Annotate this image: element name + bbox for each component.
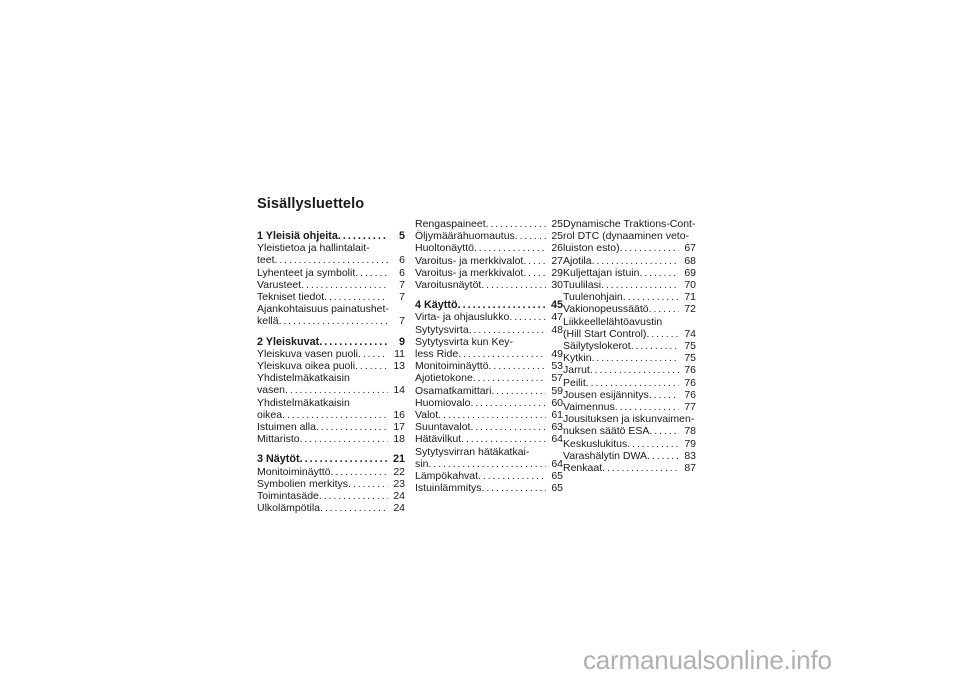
toc-page-number: 65: [551, 482, 563, 495]
toc-chapter-heading[interactable]: [257, 230, 405, 242]
toc-entry-row: [257, 336, 405, 348]
toc-entry[interactable]: [415, 385, 563, 397]
toc-entry-row: [563, 291, 696, 303]
dot-leader: [428, 458, 546, 470]
dot-leader: [627, 438, 679, 450]
toc-page-number: 63: [551, 421, 563, 434]
toc-entry-title: Osamatkamittari: [415, 384, 492, 397]
toc-entry-row: [563, 425, 696, 437]
toc-entry-title: Varoitus- ja merkkivalot: [415, 254, 524, 267]
toc-entry-title: Ajotietokone: [415, 372, 473, 385]
toc-page-number: 45: [550, 299, 563, 312]
toc-entry-title: Symbolien merkitys: [257, 477, 349, 490]
toc-entry-title: Rengaspaineet: [415, 218, 486, 230]
toc-chapter-heading[interactable]: [257, 453, 405, 465]
toc-entry-title: Suuntavalot: [415, 421, 471, 434]
toc-entry-row: [257, 279, 405, 291]
toc-chapter-heading[interactable]: [415, 299, 563, 311]
toc-entry[interactable]: [257, 360, 405, 372]
dot-leader: [470, 397, 546, 409]
toc-entry-title: luiston esto): [563, 242, 620, 255]
toc-entry[interactable]: [563, 316, 696, 340]
toc-entry[interactable]: [415, 336, 563, 360]
toc-page-number: 79: [684, 437, 696, 450]
toc-entry-row: [257, 409, 405, 421]
toc-entry-row: [257, 348, 405, 360]
dot-leader: [275, 254, 388, 266]
dot-leader: [639, 267, 679, 279]
toc-column-3: [563, 218, 696, 474]
toc-entry-text-line: Ajankohtaisuus painatushet-: [257, 303, 389, 316]
toc-entry-row: [415, 372, 563, 384]
dot-leader: [478, 470, 546, 482]
toc-entry[interactable]: [415, 360, 563, 372]
toc-entry-row: [415, 267, 563, 279]
toc-entry-title: Öljymäärähuomautus: [415, 230, 515, 243]
dot-leader: [489, 360, 546, 372]
toc-page-number: 76: [684, 388, 696, 401]
dot-leader: [615, 401, 679, 413]
toc-page-number: 17: [393, 421, 405, 434]
dot-leader: [348, 478, 388, 490]
toc-entry[interactable]: [415, 433, 563, 445]
toc-entry-title: 3 Näytöt: [257, 453, 300, 466]
toc-entry-title: Vakionopeussäätö: [563, 303, 649, 316]
toc-entry-row: [563, 242, 696, 254]
toc-entry[interactable]: [257, 433, 405, 445]
toc-entry-row: [563, 328, 696, 340]
toc-entry-row: [563, 352, 696, 364]
toc-entry-row: [257, 433, 405, 445]
toc-page-number: 25: [551, 218, 563, 230]
toc-entry[interactable]: [415, 311, 563, 323]
toc-entry-row: [257, 502, 405, 514]
toc-page-number: 23: [393, 477, 405, 490]
toc-entry[interactable]: [257, 279, 405, 291]
watermark: carmanualsonline.info: [583, 645, 832, 675]
toc-entry-row: [563, 450, 696, 462]
toc-page-number: 61: [551, 409, 563, 422]
toc-page-number: 69: [684, 266, 696, 279]
toc-entry[interactable]: [257, 242, 405, 266]
toc-entry-title: (Hill Start Control): [563, 327, 647, 340]
toc-entry-row: [257, 453, 405, 465]
toc-entry-row: [257, 291, 405, 303]
toc-entry[interactable]: [257, 267, 405, 279]
toc-entry[interactable]: [415, 482, 563, 494]
toc-page-number: 76: [684, 364, 696, 377]
toc-entry[interactable]: [257, 291, 405, 303]
toc-entry-title: Varusteet: [257, 278, 302, 291]
toc-entry-title: sin: [415, 457, 429, 470]
dot-leader: [331, 466, 388, 478]
dot-leader: [602, 462, 679, 474]
toc-entry-title: vasen: [257, 384, 286, 397]
toc-page-number: 30: [551, 279, 563, 292]
toc-entry-row: [257, 230, 405, 242]
dot-leader: [649, 425, 679, 437]
dot-leader: [592, 255, 679, 267]
toc-entry[interactable]: [563, 377, 696, 389]
toc-entry-title: Peilit: [563, 376, 586, 389]
toc-entry[interactable]: [563, 413, 696, 437]
toc-page-number: 7: [399, 291, 405, 304]
toc-entry-title: Toimintasäde: [257, 490, 319, 503]
toc-entry[interactable]: [257, 348, 405, 360]
toc-page-number: 5: [398, 230, 405, 242]
toc-entry-row: [415, 279, 563, 291]
toc-entry-title: 4 Käyttö: [415, 299, 458, 312]
toc-entry[interactable]: [563, 389, 696, 401]
dot-leader: [649, 303, 679, 315]
toc-entry-title: Hätävilkut: [415, 433, 462, 446]
toc-entry-title: Ulkolämpötila: [257, 502, 321, 515]
toc-entry-row: [415, 470, 563, 482]
toc-entry[interactable]: [563, 340, 696, 352]
dot-leader: [646, 328, 679, 340]
toc-entry-row: [415, 348, 563, 360]
toc-entry-text-line: Liikkeellelähtöavustin: [563, 315, 663, 328]
toc-page-number: 25: [551, 230, 563, 243]
toc-entry-title: Kytkin: [563, 352, 592, 365]
toc-entry[interactable]: [257, 397, 405, 421]
toc-entry-title: Monitoiminäyttö: [415, 360, 489, 373]
toc-entry[interactable]: [563, 401, 696, 413]
toc-entry-title: Varoitus- ja merkkivalot: [415, 266, 524, 279]
toc-page-number: 21: [392, 453, 405, 466]
dot-leader: [438, 409, 546, 421]
toc-page-number: 47: [551, 311, 563, 324]
dot-leader: [319, 336, 388, 348]
toc-entry-text-line: Yleistietoa ja hallintalait-: [257, 242, 370, 255]
toc-page-number: 53: [551, 360, 563, 373]
toc-entry-row: [257, 360, 405, 372]
toc-entry-row: [563, 279, 696, 291]
toc-page-number: 83: [684, 449, 696, 462]
toc-entry-title: Istuimen alla: [257, 421, 316, 434]
toc-page-number: 64: [551, 457, 563, 470]
toc-entry-row: [415, 230, 563, 242]
toc-page-number: 7: [399, 278, 405, 291]
toc-entry-title: Mittaristo: [257, 433, 300, 446]
dot-leader: [515, 230, 546, 242]
toc-entry-row: [415, 397, 563, 409]
dot-leader: [282, 409, 388, 421]
toc-entry-row: [563, 340, 696, 352]
toc-entry-title: teet: [257, 254, 275, 267]
dot-leader: [631, 340, 679, 352]
dot-leader: [458, 348, 546, 360]
toc-page-number: 48: [551, 323, 563, 336]
toc-entry[interactable]: [257, 502, 405, 514]
toc-entry-title: Lämpökahvat: [415, 470, 479, 483]
toc-entry-row: [257, 267, 405, 279]
dot-leader: [473, 372, 546, 384]
toc-entry-row: [415, 458, 563, 470]
toc-entry-title: Yleiskuva oikea puoli: [257, 360, 356, 373]
toc-entry[interactable]: [563, 279, 696, 291]
toc-entry-title: Renkaat: [563, 462, 603, 475]
toc-page-number: 77: [684, 401, 696, 414]
toc-page-number: 72: [684, 303, 696, 316]
toc-entry[interactable]: [415, 324, 563, 336]
toc-entry-row: [415, 242, 563, 254]
toc-entry-title: Sytytysvirta: [415, 323, 469, 336]
toc-entry-row: [563, 401, 696, 413]
toc-page-number: 27: [551, 254, 563, 267]
toc-entry-row: [257, 384, 405, 396]
dot-leader: [523, 255, 546, 267]
toc-entry[interactable]: [415, 242, 563, 254]
dot-leader: [509, 311, 546, 323]
toc-entry[interactable]: [415, 267, 563, 279]
toc-entry-row: [563, 303, 696, 315]
toc-chapter-heading[interactable]: [257, 336, 405, 348]
toc-page-number: 14: [393, 384, 405, 397]
toc-entry-title: Keskuslukitus: [563, 437, 628, 450]
toc-entry-title: Vaimennus: [563, 401, 615, 414]
toc-entry-row: [415, 360, 563, 372]
toc-entry[interactable]: [415, 218, 563, 230]
toc-entry-title: 2 Yleiskuvat: [257, 335, 320, 348]
toc-entry[interactable]: [563, 352, 696, 364]
dot-leader: [523, 267, 546, 279]
dot-leader: [319, 490, 388, 502]
toc-entry-text-line: Sytytysvirta kun Key-: [415, 335, 514, 348]
toc-entry[interactable]: [415, 397, 563, 409]
toc-entry-title: Jousen esijännitys: [563, 388, 649, 401]
toc-entry-row: [563, 364, 696, 376]
toc-entry[interactable]: [415, 255, 563, 267]
dot-leader: [316, 421, 388, 433]
toc-page-number: 24: [393, 490, 405, 503]
toc-entry-text-line: Jousituksen ja iskunvaimen-: [563, 413, 695, 426]
toc-entry-row: [563, 255, 696, 267]
toc-entry[interactable]: [257, 490, 405, 502]
toc-entry-row: [563, 267, 696, 279]
toc-entry[interactable]: [415, 279, 563, 291]
toc-entry-title: Istuinlämmitys: [415, 482, 482, 495]
toc-entry-row: [415, 409, 563, 421]
toc-column-1: [257, 230, 405, 514]
dot-leader: [601, 279, 679, 291]
toc-entry-title: nuksen säätö ESA: [563, 425, 650, 438]
toc-entry-row: [563, 389, 696, 401]
toc-entry-title: Tekniset tiedot: [257, 291, 325, 304]
toc-page-number: 65: [551, 470, 563, 483]
toc-entry-row: [415, 218, 563, 230]
toc-entry-title: Ajotila: [563, 254, 592, 267]
toc-page-number: 68: [684, 254, 696, 267]
toc-page-number: 64: [551, 433, 563, 446]
toc-entry-row: [415, 324, 563, 336]
dot-leader: [647, 450, 679, 462]
toc-page-number: 75: [684, 340, 696, 353]
toc-entry[interactable]: [563, 291, 696, 303]
toc-page-number: 75: [684, 352, 696, 365]
toc-entry-title: Säilytyslokerot: [563, 340, 631, 353]
toc-entry[interactable]: [563, 267, 696, 279]
toc-entry-row: [257, 490, 405, 502]
toc-page-number: 87: [684, 462, 696, 475]
toc-entry-title: Tuulilasi: [563, 279, 602, 292]
toc-entry-title: Jarrut: [563, 364, 590, 377]
toc-entry[interactable]: [563, 218, 696, 255]
toc-page-number: 6: [399, 266, 405, 279]
toc-page-number: 16: [393, 408, 405, 421]
toc-entry-title: Monitoiminäyttö: [257, 465, 331, 478]
dot-leader: [320, 502, 388, 514]
dot-leader: [300, 433, 388, 445]
toc-page-number: 67: [684, 242, 696, 255]
toc-page-number: 74: [684, 327, 696, 340]
toc-entry[interactable]: [257, 466, 405, 478]
toc-entry-title: Varoitusnäytöt: [415, 279, 482, 292]
toc-page-number: 24: [393, 502, 405, 515]
toc-entry[interactable]: [563, 462, 696, 474]
dot-leader: [586, 377, 679, 389]
dot-leader: [338, 230, 388, 242]
toc-entry[interactable]: [563, 255, 696, 267]
dot-leader: [491, 385, 546, 397]
toc-entry-text-line: Dynamische Traktions-Cont-: [563, 218, 696, 230]
dot-leader: [358, 348, 388, 360]
dot-leader: [279, 315, 388, 327]
toc-entry[interactable]: [257, 421, 405, 433]
toc-entry-text-line: Yhdistelmäkatkaisin: [257, 396, 350, 409]
dot-leader: [486, 218, 546, 230]
dot-leader: [355, 360, 388, 372]
toc-page-number: 7: [399, 315, 405, 328]
dot-leader: [324, 291, 388, 303]
toc-entry[interactable]: [415, 372, 563, 384]
toc-entry-title: Kuljettajan istuin: [563, 266, 640, 279]
toc-page-number: 26: [551, 242, 563, 255]
toc-entry-row: [257, 466, 405, 478]
toc-entry-row: [415, 299, 563, 311]
toc-entry-title: Huoltonäyttö: [415, 242, 474, 255]
toc-entry-row: [415, 255, 563, 267]
toc-entry-row: [563, 462, 696, 474]
toc-entry[interactable]: [563, 438, 696, 450]
toc-page-number: 71: [684, 291, 696, 304]
toc-entry-text-line: Sytytysvirran hätäkatkai-: [415, 445, 530, 458]
toc-entry-row: [257, 254, 405, 266]
dot-leader: [355, 267, 388, 279]
toc-entry-title: Lyhenteet ja symbolit: [257, 266, 356, 279]
toc-entry-title: Tuulenohjain: [563, 291, 623, 304]
toc-page-number: 18: [393, 433, 405, 446]
dot-leader: [285, 384, 388, 396]
toc-page-number: 78: [684, 425, 696, 438]
toc-entry-row: [257, 478, 405, 490]
toc-entry-row: [563, 438, 696, 450]
toc-entry[interactable]: [415, 470, 563, 482]
toc-entry-row: [415, 433, 563, 445]
toc-entry-row: [415, 311, 563, 323]
toc-entry[interactable]: [415, 421, 563, 433]
dot-leader: [592, 352, 679, 364]
toc-entry[interactable]: [415, 230, 563, 242]
toc-column-2: [415, 218, 563, 494]
toc-page-number: 70: [684, 279, 696, 292]
dot-leader: [474, 242, 546, 254]
toc-entry-row: [415, 385, 563, 397]
toc-entry-text-line: Yhdistelmäkatkaisin: [257, 372, 350, 385]
toc-page-number: 9: [398, 335, 405, 348]
toc-entry[interactable]: [563, 303, 696, 315]
toc-entry-title: less Ride: [415, 348, 459, 361]
toc-page-number: 6: [399, 254, 405, 267]
toc-entry-title: Varashälytin DWA: [563, 449, 648, 462]
toc-entry[interactable]: [563, 450, 696, 462]
toc-page-number: 59: [551, 384, 563, 397]
dot-leader: [461, 433, 546, 445]
toc-page-number: 76: [684, 376, 696, 389]
toc-page-number: 22: [393, 465, 405, 478]
toc-page-number: 49: [551, 348, 563, 361]
toc-entry-title: 1 Yleisiä ohjeita: [257, 230, 338, 242]
toc-entry-row: [257, 421, 405, 433]
toc-page-number: 60: [551, 396, 563, 409]
toc-page-number: 29: [551, 266, 563, 279]
dot-leader: [469, 324, 546, 336]
toc-entry-title: oikea: [257, 408, 283, 421]
dot-leader: [470, 421, 546, 433]
toc-entry-title: Virta- ja ohjauslukko: [415, 311, 510, 324]
dot-leader: [623, 291, 679, 303]
toc-entry[interactable]: [415, 409, 563, 421]
dot-leader: [482, 482, 546, 494]
dot-leader: [620, 242, 679, 254]
toc-page-number: 11: [394, 347, 405, 360]
toc-entry[interactable]: [257, 303, 405, 327]
dot-leader: [481, 279, 546, 291]
dot-leader: [300, 453, 388, 465]
toc-entry-row: [415, 421, 563, 433]
toc-entry[interactable]: [257, 478, 405, 490]
dot-leader: [649, 389, 679, 401]
toc-entry-row: [415, 482, 563, 494]
toc-page-number: 57: [551, 372, 563, 385]
dot-leader: [590, 364, 679, 376]
dot-leader: [301, 279, 388, 291]
toc-entry-title: Huomiovalo: [415, 396, 471, 409]
toc-entry-title: Valot: [415, 409, 439, 422]
toc-entry-title: Yleiskuva vasen puoli: [257, 347, 358, 360]
toc-entry[interactable]: [563, 364, 696, 376]
toc-entry-row: [563, 377, 696, 389]
dot-leader: [458, 299, 546, 311]
toc-page-number: 13: [393, 360, 405, 373]
toc-entry[interactable]: [415, 446, 563, 470]
page-title: Sisällysluettelo: [257, 196, 365, 212]
toc-entry-row: [257, 315, 405, 327]
toc-entry-title: kellä: [257, 315, 279, 328]
toc-entry[interactable]: [257, 372, 405, 396]
toc-entry-text-line: rol DTC (dynaaminen veto-: [563, 230, 690, 243]
